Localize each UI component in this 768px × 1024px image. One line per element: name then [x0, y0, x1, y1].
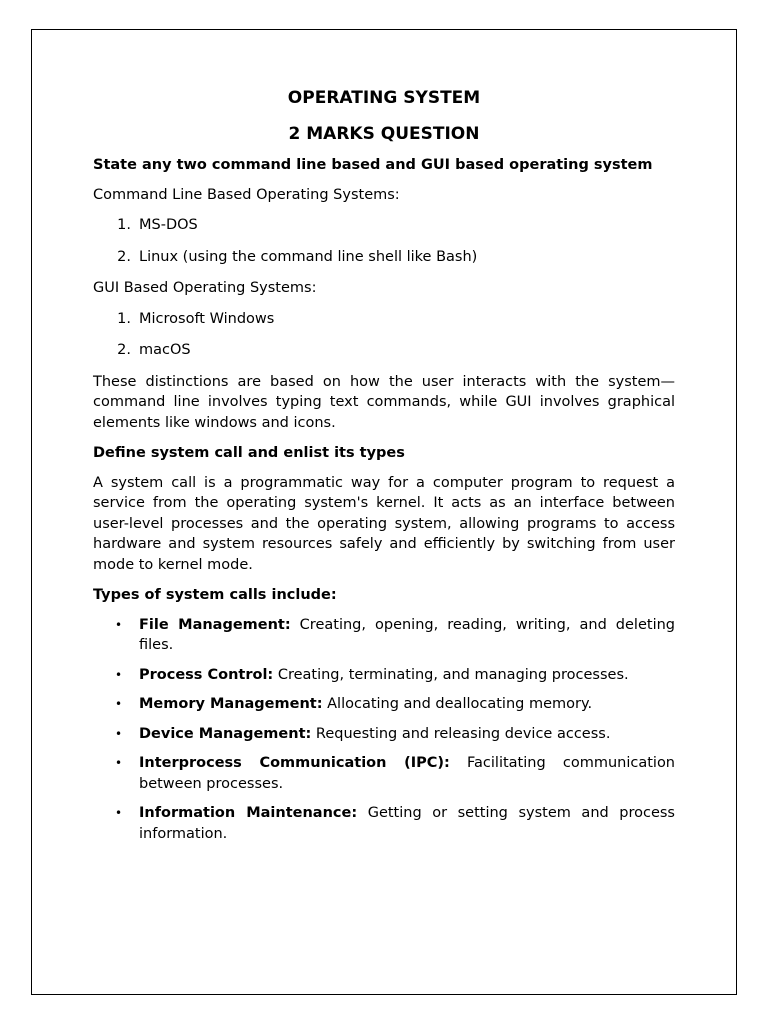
bullet-icon: •: [115, 806, 123, 820]
type-desc: Requesting and releasing device access.: [311, 725, 611, 742]
types-heading: Types of system calls include:: [93, 587, 337, 603]
types-list: [93, 615, 675, 845]
list-item: [93, 309, 675, 330]
bullet-icon: •: [115, 756, 123, 770]
list-text: Microsoft Windows: [139, 310, 275, 327]
type-desc: Creating, opening, reading, writing, and deleting files.: [139, 616, 675, 653]
list-item: [93, 753, 675, 794]
question-os-types: State any two command line based and GUI based operating system: [93, 157, 653, 173]
list-number: 1.: [117, 310, 131, 327]
list-text: macOS: [139, 342, 191, 358]
type-desc: Getting or setting system and process information.: [139, 805, 675, 842]
question-system-call: Define system call and enlist its types: [93, 445, 405, 461]
list-text: [139, 615, 675, 656]
definition-paragraph: A system call is a programmatic way for a computer program to request a service from the operating system's kernel. It acts as an interface between user-level processes and the operating system, allowing programs to access hardware and system resources safely and efficiently by switching from user mode to kernel mode.: [93, 474, 675, 573]
list-text: MS-DOS: [139, 217, 198, 233]
bullet-icon: •: [115, 726, 123, 741]
type-term: Process Control:: [139, 666, 274, 683]
list-text: [139, 694, 675, 715]
bullet-icon: •: [115, 667, 123, 682]
type-desc: Creating, terminating, and managing processes.: [273, 666, 629, 683]
list-text: [139, 665, 675, 686]
gui-intro: GUI Based Operating Systems:: [93, 280, 317, 296]
list-item: [93, 215, 675, 236]
type-term: Memory Management:: [139, 696, 323, 712]
list-number: 1.: [117, 217, 131, 233]
gui-list: [93, 309, 675, 361]
list-text: Linux (using the command line shell like Bash): [139, 248, 478, 265]
cli-intro: Command Line Based Operating Systems:: [93, 186, 400, 203]
list-item: [93, 724, 675, 745]
list-text: [139, 724, 675, 745]
type-term: Information Maintenance:: [139, 805, 358, 821]
document-subtitle: 2 MARKS QUESTION: [288, 124, 480, 144]
conclusion-paragraph: These distinctions are based on how the user interacts with the system—command line involves typing text commands, while GUI involves graphical elements like windows and icons.: [93, 373, 675, 431]
list-item: [93, 665, 675, 686]
list-item: [93, 247, 675, 268]
list-item: [93, 615, 675, 656]
type-desc: Facilitating communication between processes.: [139, 755, 675, 792]
type-term: Interprocess Communication (IPC):: [139, 755, 450, 771]
list-item: [93, 803, 675, 844]
type-term: Device Management:: [139, 725, 312, 742]
list-number: 2.: [117, 342, 131, 358]
document-title: OPERATING SYSTEM: [287, 88, 481, 108]
bullet-icon: •: [115, 617, 123, 632]
cli-list: [93, 215, 675, 267]
list-number: 2.: [117, 248, 131, 265]
type-desc: Allocating and deallocating memory.: [322, 696, 593, 712]
list-text: [139, 803, 675, 844]
list-item: [93, 694, 675, 715]
type-term: File Management:: [139, 616, 291, 633]
list-text: [139, 753, 675, 794]
bullet-icon: •: [115, 697, 123, 711]
document-body: [93, 86, 675, 853]
list-item: [93, 340, 675, 361]
